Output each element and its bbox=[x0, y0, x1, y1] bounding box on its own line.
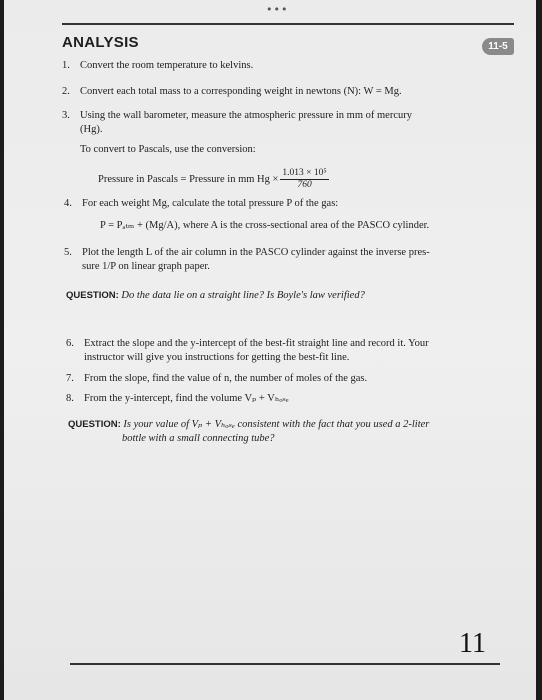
step-number: 1. bbox=[62, 60, 70, 71]
question-text: Do the data lie on a straight line? Is Boyle's law verified? bbox=[121, 290, 365, 301]
question-text-line1: Is your value of Vₚ + Vₕₒₛₑ consistent with the fact that you used a 2-liter bbox=[123, 419, 430, 430]
top-dots: ••• bbox=[266, 3, 289, 16]
question-label: QUESTION: bbox=[68, 419, 121, 430]
step-number: 8. bbox=[66, 393, 74, 404]
step-text-line1: Plot the length L of the air column in the PASCO cylinder against the inverse pres- bbox=[82, 247, 430, 258]
step-text-line2: instructor will give you instructions for getting the best-fit line. bbox=[84, 352, 350, 363]
step-text-line1: Using the wall barometer, measure the atmospheric pressure in mm of mercury bbox=[80, 110, 412, 121]
question-text-line2: bottle with a small connecting tube? bbox=[122, 433, 275, 444]
step-number: 7. bbox=[66, 373, 74, 384]
step-number: 2. bbox=[62, 86, 70, 97]
fraction-numerator: 1.013 × 10⁵ bbox=[282, 168, 327, 178]
step-6 bbox=[66, 337, 506, 367]
conversion-fraction bbox=[280, 168, 328, 191]
page-number: 11 bbox=[459, 628, 486, 659]
question-1 bbox=[66, 289, 365, 303]
pressure-formula: P = Pₐₜₘ + (Mg/A), where A is the cross-sectional area of the PASCO cylinder. bbox=[100, 220, 430, 231]
page-tag-badge: 11-5 bbox=[482, 38, 514, 55]
step-number: 6. bbox=[66, 338, 74, 349]
step-text-line2: (Hg). bbox=[80, 124, 103, 135]
question-2 bbox=[68, 418, 508, 448]
step-number: 4. bbox=[64, 198, 72, 209]
section-heading: ANALYSIS bbox=[62, 34, 139, 51]
conversion-formula bbox=[98, 168, 329, 191]
top-rule bbox=[62, 23, 514, 25]
step-number: 5. bbox=[64, 247, 72, 258]
bottom-rule bbox=[70, 663, 500, 665]
fraction-denominator: 760 bbox=[297, 180, 312, 190]
question-label: QUESTION: bbox=[66, 290, 119, 301]
step-text: From the slope, find the value of n, the number of moles of the gas. bbox=[84, 373, 368, 384]
step-text-line2: sure 1/P on linear graph paper. bbox=[82, 261, 210, 272]
step-text: From the y-intercept, find the volume Vₚ + Vₕₒₛₑ bbox=[84, 393, 289, 404]
conversion-lhs: Pressure in Pascals = Pressure in mm Hg × bbox=[98, 173, 279, 185]
step-text: For each weight Mg, calculate the total pressure P of the gas: bbox=[82, 198, 339, 209]
step-5 bbox=[64, 246, 504, 276]
step-text-line1: Extract the slope and the y-intercept of the best-fit straight line and record it. Your bbox=[84, 338, 429, 349]
step-3 bbox=[62, 109, 502, 139]
document-page bbox=[4, 0, 536, 700]
step-text: Convert the room temperature to kelvins. bbox=[80, 60, 254, 71]
step-text: Convert each total mass to a corresponding weight in newtons (N): W = Mg. bbox=[80, 86, 402, 97]
step-number: 3. bbox=[62, 110, 70, 121]
conversion-intro: To convert to Pascals, use the conversion: bbox=[80, 144, 256, 155]
